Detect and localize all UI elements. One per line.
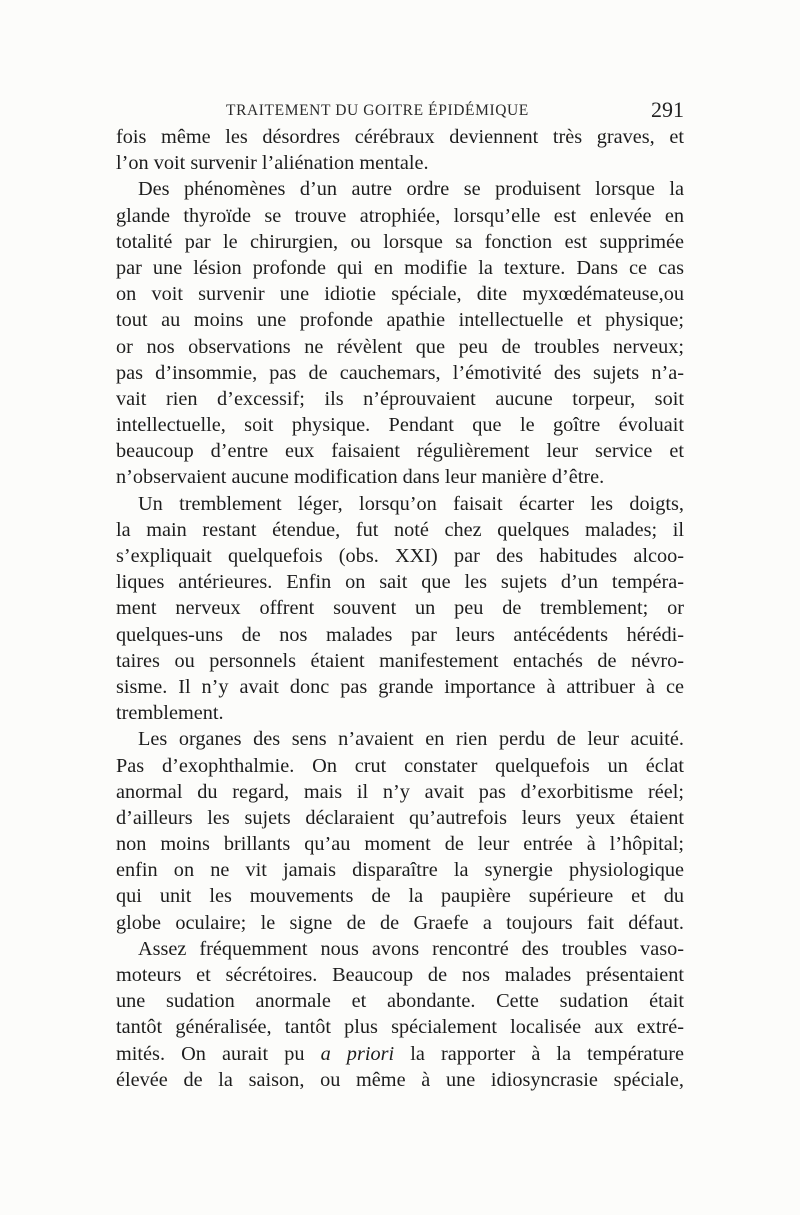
text-line: fois même les désordres cérébraux deviennent très graves, et xyxy=(116,126,684,148)
text-line: glande thyroïde se trouve atrophiée, lorsqu’elle est enlevée en xyxy=(116,204,684,227)
paragraph-start-line: Des phénomènes d’un autre ordre se produisent lorsque la xyxy=(138,178,684,201)
text-line: élevée de la saison, ou même à une idiosyncrasie spéciale, xyxy=(116,1068,684,1091)
text-line: sisme. Il n’y avait donc pas grande importance à attribuer à ce xyxy=(116,675,684,698)
text-line: pas d’insommie, pas de cauchemars, l’émotivité des sujets n’a- xyxy=(116,361,684,384)
text-line: tremblement. xyxy=(116,702,224,725)
body-text xyxy=(116,124,684,1093)
text-line: une sudation anormale et abondante. Cette sudation était xyxy=(116,990,684,1013)
text-line: vait rien d’excessif; ils n’éprouvaient aucune torpeur, soit xyxy=(116,387,684,410)
text-line: taires ou personnels étaient manifestement entachés de névro- xyxy=(116,649,684,672)
text-run: la rapporter à la température xyxy=(394,1042,684,1065)
text-line: moteurs et sécrétoires. Beaucoup de nos malades présentaient xyxy=(116,964,684,986)
text-line: la main restant étendue, fut noté chez quelques malades; il xyxy=(116,518,684,541)
text-line: globe oculaire; le signe de de Graefe a toujours fait défaut. xyxy=(116,911,684,934)
paragraph-start-line: Un tremblement léger, lorsqu’on faisait écarter les doigts, xyxy=(138,492,684,515)
text-line: qui unit les mouvements de la paupière supérieure et du xyxy=(116,885,684,908)
text-line: anormal du regard, mais il n’y avait pas d’exorbitisme réel; xyxy=(116,780,684,803)
text-line: non moins brillants qu’au moment de leur entrée à l’hôpital; xyxy=(116,833,684,856)
italic-phrase: a priori xyxy=(320,1042,395,1065)
text-line: tantôt généralisée, tantôt plus spécialement localisée aux extré- xyxy=(116,1016,684,1039)
text-line: on voit survenir une idiotie spéciale, dite myxœdémateuse,ou xyxy=(116,283,684,306)
text-line: intellectuelle, soit physique. Pendant que le goître évoluait xyxy=(116,414,684,437)
text-line: n’observaient aucune modification dans leur manière d’être. xyxy=(116,466,605,489)
page-number: 291 xyxy=(651,97,684,122)
text-line: enfin on ne vit jamais disparaître la synergie physiologique xyxy=(116,859,684,882)
text-line: s’expliquait quelquefois (obs. XXI) par des habitudes alcoo- xyxy=(116,545,684,567)
running-title: TRAITEMENT DU GOITRE ÉPIDÉMIQUE xyxy=(226,102,529,119)
text-line: l’on voit survenir l’aliénation mentale. xyxy=(116,152,429,175)
text-line: beaucoup d’entre eux faisaient régulièrement leur service et xyxy=(116,440,684,463)
text-line: liques antérieures. Enfin on sait que les sujets d’un tempéra- xyxy=(116,571,684,594)
text-line: d’ailleurs les sujets déclaraient qu’autrefois leurs yeux étaient xyxy=(116,806,684,829)
text-line: or nos observations ne révèlent que peu de troubles nerveux; xyxy=(116,335,684,358)
paragraph-start-line: Assez fréquemment nous avons rencontré des troubles vaso- xyxy=(138,937,684,960)
paragraph-start-line: Les organes des sens n’avaient en rien perdu de leur acuité. xyxy=(138,728,684,751)
text-line: quelques-uns de nos malades par leurs antécédents hérédi- xyxy=(116,623,684,646)
text-line: ment nerveux offrent souvent un peu de tremblement; or xyxy=(116,597,684,620)
text-line: tout au moins une profonde apathie intellectuelle et physique; xyxy=(116,309,684,332)
text-line: Pas d’exophthalmie. On crut constater quelquefois un éclat xyxy=(116,754,684,777)
text-line-with-italic xyxy=(116,1041,684,1067)
running-head xyxy=(116,96,684,126)
text-run: mités. On aurait pu xyxy=(116,1042,321,1065)
text-line: par une lésion profonde qui en modifie la texture. Dans ce cas xyxy=(116,256,684,279)
text-line: totalité par le chirurgien, ou lorsque sa fonction est supprimée xyxy=(116,230,684,253)
